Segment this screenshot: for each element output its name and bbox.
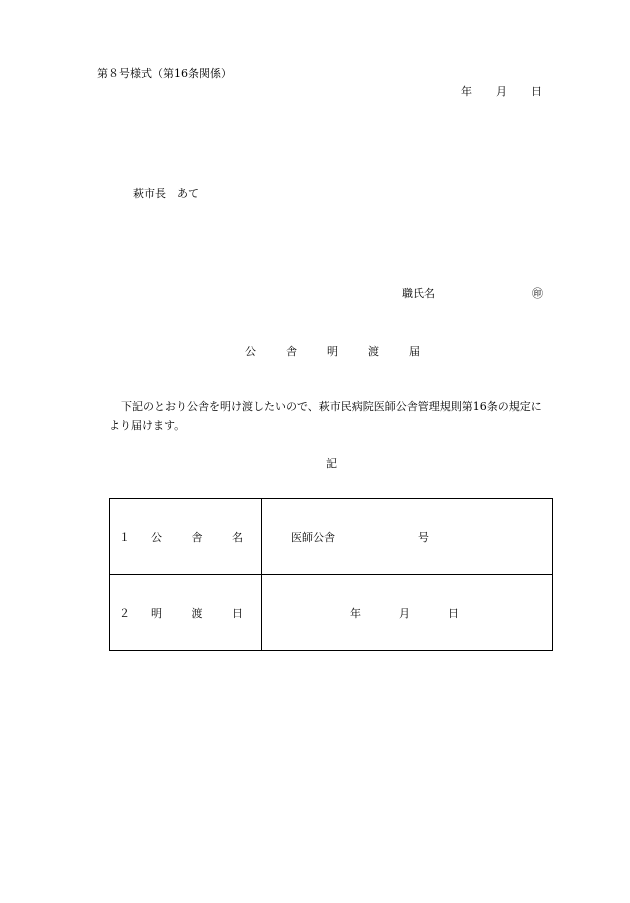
handover-year: 年 xyxy=(350,606,361,620)
date-month: 月 xyxy=(496,85,507,98)
date-year: 年 xyxy=(461,85,472,98)
handover-month: 月 xyxy=(399,606,410,620)
title-char: 明 xyxy=(327,345,338,358)
row-number: ２ xyxy=(119,606,130,620)
residence-name: 医師公舎 xyxy=(291,530,335,544)
signer-label: 職氏名 xyxy=(402,287,435,300)
title-char: 公 xyxy=(245,345,256,358)
seal-mark: ㊞ xyxy=(532,287,543,300)
row-value-cell xyxy=(262,499,553,575)
label-char: 日 xyxy=(232,606,243,620)
row-number: １ xyxy=(119,530,130,544)
residence-number-suffix: 号 xyxy=(418,530,429,544)
label-char: 渡 xyxy=(191,606,203,620)
title-char: 舎 xyxy=(286,345,297,358)
body-line-2: より届けます。 xyxy=(109,419,186,432)
date-line xyxy=(461,86,542,97)
document-title xyxy=(245,346,420,357)
row-label-cell xyxy=(110,499,262,575)
form-id: 第８号様式（第16条関係） xyxy=(97,67,232,80)
body-line-1: 下記のとおり公舎を明け渡したいので、萩市民病院医師公舎管理規則第16条の規定に xyxy=(121,400,542,413)
row-label-cell xyxy=(110,575,262,651)
title-char: 渡 xyxy=(368,345,379,358)
date-day: 日 xyxy=(531,85,542,98)
row-value-cell xyxy=(262,575,553,651)
table-row xyxy=(110,575,553,651)
table-row xyxy=(110,499,553,575)
label-char: 舎 xyxy=(191,530,203,544)
ki-heading: 記 xyxy=(326,457,337,470)
label-char: 名 xyxy=(232,530,243,544)
label-char: 明 xyxy=(151,606,162,620)
title-char: 届 xyxy=(409,345,420,358)
handover-day: 日 xyxy=(448,606,459,620)
addressee: 萩市長 あて xyxy=(133,187,199,200)
label-char: 公 xyxy=(151,530,162,544)
info-table xyxy=(109,498,553,651)
